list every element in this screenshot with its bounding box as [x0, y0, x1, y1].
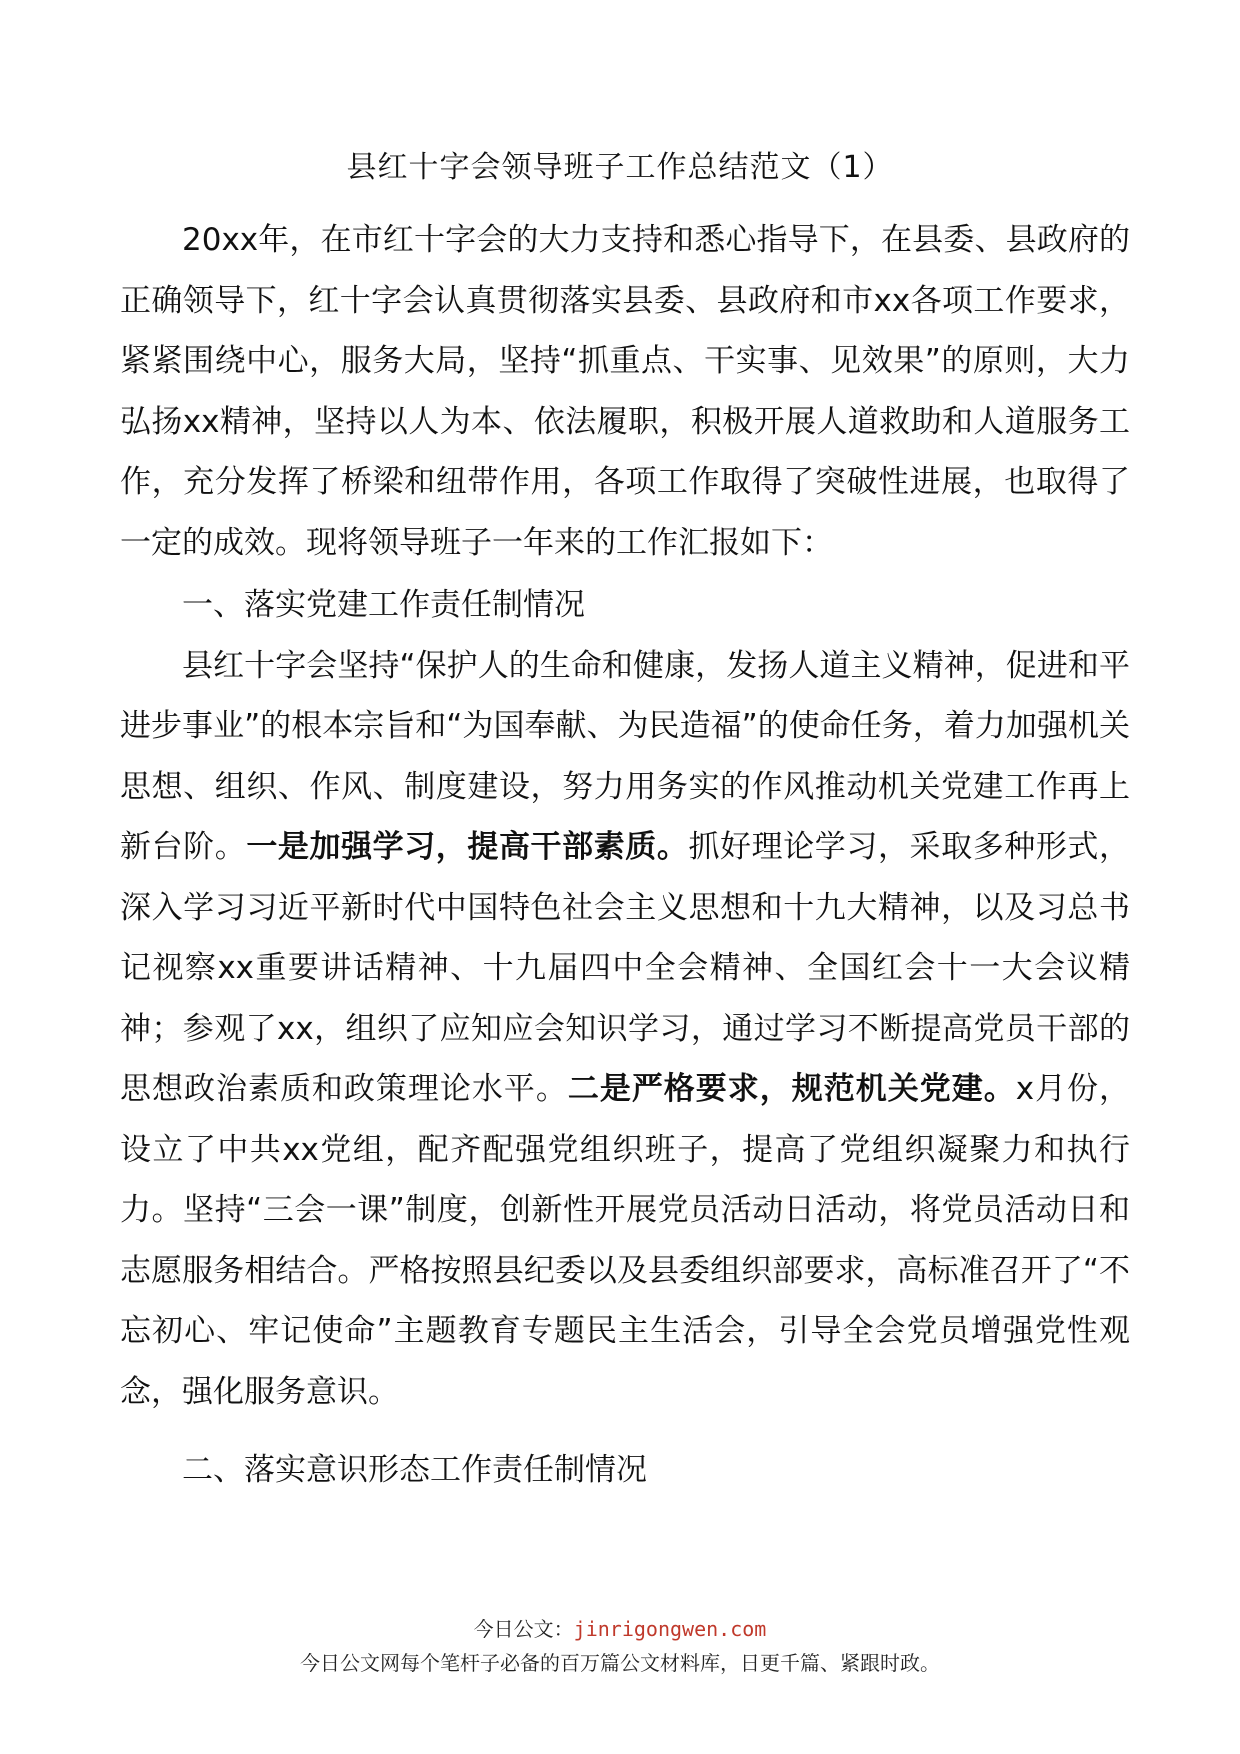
footer: [0, 1612, 1240, 1680]
section-heading-2: 二、落实意识形态工作责任制情况: [182, 1452, 647, 1488]
footer-site-line: [0, 1612, 1240, 1646]
bold-point-1: 一是加强学习，提高干部素质。: [246, 829, 689, 865]
document-body: [120, 210, 1130, 1501]
footer-slogan: 今日公文网每个笔杆子必备的百万篇公文材料库，日更千篇、紧跟时政。: [300, 1651, 940, 1675]
paragraph-text: 抓好理论学习，采取多种形式，深入学习习近平新时代中国特色社会主义思想和十九大精神，以及习总书记视察xx重要讲话精神、十九届四中全会精神、全国红会十一大会议精神；参观了xx，组织了应知应会知识学习，通过学习不断提高党员干部的思想政治素质和政策理论水平。: [120, 829, 1131, 1107]
document-title: 县红十字会领导班子工作总结范文（1）: [346, 150, 894, 185]
bold-point-2: 二是严格要求，规范机关党建。: [567, 1071, 1016, 1107]
footer-url-link[interactable]: jinrigongwen.com: [573, 1617, 767, 1641]
paragraph-text: 县红十字会坚持“保护人的生命和健康，发扬人道主义精神，促进和平进步事业”的根本宗旨和“为国奉献、为民造福”的使命任务，着力加强机关思想、组织、作风、制度建设，努力用务实的作风推动机关党建工作再上新台阶。: [120, 647, 1130, 865]
paragraph-intro: 20xx年，在市红十字会的大力支持和悉心指导下，在县委、县政府的正确领导下，红十字会认真贯彻落实县委、县政府和市xx各项工作要求，紧紧围绕中心，服务大局，坚持“抓重点、干实事、见效果”的原则，大力弘扬xx精神，坚持以人为本、依法履职，积极开展人道救助和人道服务工作，充分发挥了桥梁和纽带作用，各项工作取得了突破性进展，也取得了一定的成效。现将领导班子一年来的工作汇报如下：: [120, 222, 1130, 561]
footer-site-label: 今日公文：: [473, 1617, 574, 1641]
section-heading-1: 一、落实党建工作责任制情况: [182, 587, 585, 623]
paragraph-party-building: [120, 636, 1130, 1423]
paragraph-text: x月份，设立了中共xx党组，配齐配强党组织班子，提高了党组织凝聚力和执行力。坚持“三会一课”制度，创新性开展党员活动日活动，将党员活动日和志愿服务相结合。严格按照县纪委以及县委组织部要求，高标准召开了“不忘初心、牢记使命”主题教育专题民主生活会，引导全会党员增强党性观念，强化服务意识。: [120, 1071, 1130, 1410]
